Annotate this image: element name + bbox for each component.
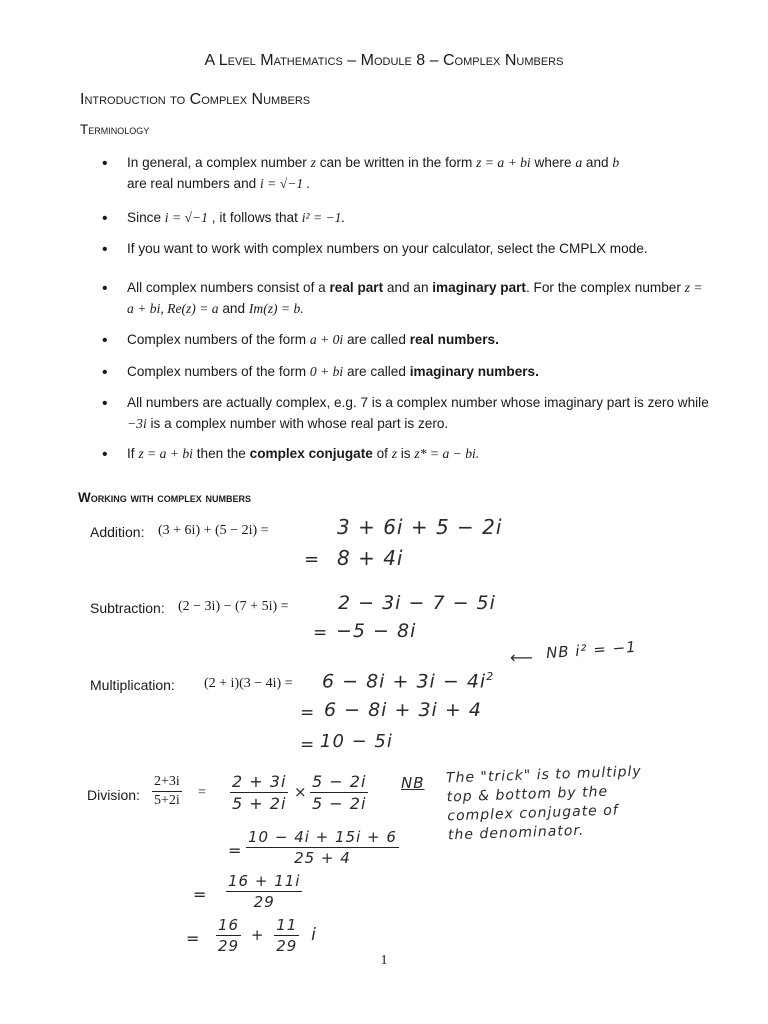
addition-handwritten-step-1: 3 + 6i + 5 − 2i	[337, 515, 503, 539]
equals-sign: =	[313, 623, 329, 643]
fraction-denominator: 25 + 4	[294, 849, 351, 867]
math: i = √−1	[164, 210, 208, 225]
handwritten-text: 6 − 8i + 3i − 4i	[322, 670, 487, 693]
addition-handwritten-step-2: 8 + 4i	[337, 546, 404, 570]
math: z	[391, 446, 397, 461]
multiplication-label: Multiplication:	[90, 677, 175, 693]
equals-sign: =	[193, 885, 208, 904]
math: i = √−1 .	[260, 176, 310, 191]
multiplication-handwritten-step-3: 10 − 5i	[320, 731, 393, 752]
fraction-denominator: 5+2i	[154, 793, 180, 808]
addition-label: Addition:	[90, 524, 145, 540]
bullet-marker: •	[102, 280, 108, 297]
nb-mark: NB	[401, 774, 425, 792]
equals-sign: =	[304, 549, 321, 570]
times-sign: ×	[294, 783, 308, 801]
bullet-text: are real numbers and	[127, 176, 257, 191]
plus-sign: +	[250, 926, 265, 944]
fraction-numerator: 11	[276, 916, 298, 934]
note-line: complex conjugate of	[447, 802, 619, 825]
subtraction-label: Subtraction:	[90, 600, 165, 616]
fraction-numerator: 16	[218, 916, 240, 934]
math: 0 + bi	[309, 364, 344, 379]
bullet-text: then the	[196, 446, 246, 461]
bullet-marker: •	[102, 395, 108, 412]
math: Im(z) = b.	[248, 301, 304, 316]
note-line: top & bottom by the	[446, 783, 609, 806]
division-step-3	[216, 916, 317, 955]
arrow-icon: ⟵	[510, 648, 534, 667]
page-number: 1	[380, 953, 388, 968]
bullet-text: . For the complex number	[525, 280, 681, 295]
math: a	[575, 155, 583, 170]
bullet-text: Since	[127, 210, 162, 225]
subtraction-handwritten-step-1: 2 − 3i − 7 − 5i	[338, 592, 496, 614]
bullet-text: are called	[346, 364, 406, 379]
math: a + 0i	[309, 332, 344, 347]
bullet-text: and an	[386, 280, 429, 295]
subtraction-handwritten-step-2: −5 − 8i	[336, 620, 417, 642]
bold-term: imaginary part	[432, 280, 526, 295]
bullet-marker: •	[102, 241, 108, 258]
math: z = a + bi	[138, 446, 193, 461]
superscript: 2	[486, 670, 495, 683]
bold-term: real part	[329, 280, 384, 295]
bullet-marker: •	[102, 155, 108, 172]
note-line: the denominator.	[447, 822, 585, 844]
bullet-text: and	[585, 155, 609, 170]
division-fraction	[152, 774, 182, 809]
fraction-numerator: 5 − 2i	[312, 772, 367, 791]
bullet-text: are called	[346, 332, 406, 347]
fraction-numerator: 2+3i	[152, 774, 182, 792]
division-step-2	[226, 872, 302, 911]
equals-sign: =	[198, 785, 206, 800]
bullet-3: If you want to work with complex numbers on your calculator, select the CMPLX mode.	[127, 241, 648, 256]
bullet-2	[127, 207, 712, 228]
bullet-8	[127, 443, 712, 464]
bullet-7	[127, 392, 712, 434]
fraction-denominator: 29	[218, 937, 240, 955]
bullet-text: where	[534, 155, 572, 170]
division-handwritten-fraction-2	[310, 772, 368, 813]
division-note	[446, 763, 644, 846]
subsection-heading: Terminology	[80, 122, 150, 137]
division-step-1	[246, 828, 399, 867]
equals-sign: =	[228, 841, 243, 860]
bullet-marker: •	[102, 446, 108, 463]
math: z* = a − bi.	[414, 446, 480, 461]
bullet-1	[127, 152, 712, 194]
subtraction-expression: (2 − 3i) − (7 + 5i) =	[178, 599, 289, 614]
math: z = a + bi	[476, 155, 531, 170]
math: z = a + bi, Re(z) = a	[127, 280, 703, 316]
bold-term: real numbers.	[409, 332, 499, 347]
bullet-text: is a complex number with whose real part is zero.	[150, 416, 449, 431]
fraction-numerator: 10 − 4i + 15i + 6	[248, 828, 397, 846]
bullet-text: of	[376, 446, 388, 461]
bullet-text: All complex numbers consist of a	[127, 280, 326, 295]
addition-expression: (3 + 6i) + (5 − 2i) =	[158, 523, 269, 538]
multiplication-handwritten-step-1	[322, 670, 494, 692]
bullet-text: All numbers are actually complex, e.g. 7 is a complex number whose imaginary part is zero while	[127, 395, 709, 410]
math: b	[612, 155, 620, 170]
bullet-text: Complex numbers of the form	[127, 364, 307, 379]
fraction-denominator: 5 + 2i	[232, 794, 287, 813]
division-handwritten-fraction-1	[230, 772, 288, 813]
bullet-text: If	[127, 446, 135, 461]
bullet-text: Complex numbers of the form	[127, 332, 307, 347]
bullet-marker: •	[102, 364, 108, 381]
bullet-text: is	[400, 446, 411, 461]
bullet-text: In general, a complex number	[127, 155, 307, 170]
fraction-numerator: 2 + 3i	[232, 772, 287, 791]
multiplication-handwritten-step-2: 6 − 8i + 3i + 4	[324, 699, 482, 721]
fraction-denominator: 29	[276, 937, 298, 955]
fraction-denominator: 5 − 2i	[312, 794, 367, 813]
bullet-5	[127, 329, 712, 350]
equals-sign: =	[186, 929, 201, 948]
section-heading: Introduction to Complex Numbers	[80, 91, 311, 108]
imaginary-unit: i	[311, 925, 317, 945]
working-heading: Working with complex numbers	[78, 490, 251, 505]
bullet-4	[127, 277, 712, 319]
bullet-marker: •	[102, 332, 108, 349]
bullet-text: , it follows that	[211, 210, 298, 225]
math: i² = −1.	[301, 210, 345, 225]
bullet-text: and	[222, 301, 246, 316]
division-label: Division:	[87, 787, 140, 803]
multiplication-note: NB i² = −1	[545, 637, 638, 663]
bold-term: complex conjugate	[249, 446, 373, 461]
multiplication-expression: (2 + i)(3 − 4i) =	[204, 676, 293, 691]
page-title: A Level Mathematics – Module 8 – Complex Numbers	[204, 52, 564, 69]
fraction-denominator: 29	[253, 893, 275, 911]
bullet-text: can be written in the form	[319, 155, 473, 170]
bold-term: imaginary numbers.	[409, 364, 539, 379]
equals-sign: =	[300, 735, 316, 755]
math: z	[310, 155, 316, 170]
bullet-marker: •	[102, 210, 108, 227]
note-line: The "trick" is to multiply	[445, 763, 642, 787]
bullet-6	[127, 361, 712, 382]
fraction-numerator: 16 + 11i	[228, 872, 301, 890]
math: −3i	[127, 416, 147, 431]
equals-sign: =	[300, 703, 316, 723]
